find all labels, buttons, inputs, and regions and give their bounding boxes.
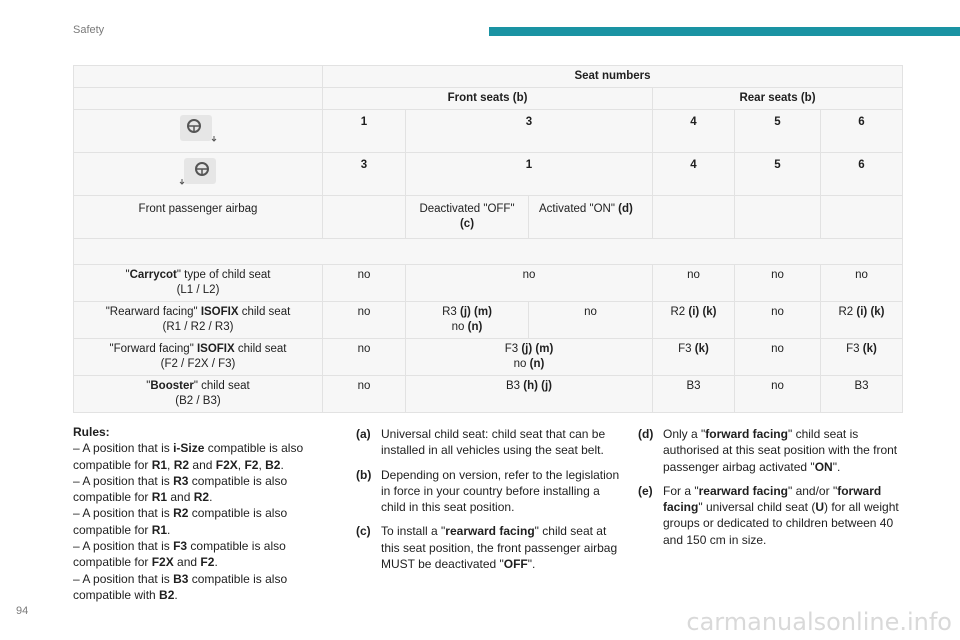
- note-c: (c) To install a "rearward facing" child seat at this seat position, the front passenger airbag MUST be deactivated "OFF".: [356, 524, 618, 572]
- seat-type-label: "Rearward facing" ISOFIX child seat (R1 / R2 / R3): [74, 302, 323, 339]
- airbag-off-cell: Deactivated "OFF" (c): [406, 196, 529, 239]
- watermark: carmanualsonline.info: [686, 608, 952, 636]
- table-row: "Forward facing" ISOFIX child seat (F2 / F2X / F3) no F3 (j) (m) no (n) F3 (k) no F3 (k): [74, 339, 903, 376]
- notes-column-right: [638, 426, 902, 556]
- seat-numbers-heading: Seat numbers: [323, 66, 903, 88]
- seat-number: 5: [735, 153, 821, 196]
- rule-item: – A position that is i-Size compatible is also compatible for R1, R2 and F2X, F2, B2.: [73, 441, 304, 472]
- table-row: "Rearward facing" ISOFIX child seat (R1 / R2 / R3) no R3 (j) (m) no (n) no R2 (i) (k) no R2 (i) (k): [74, 302, 903, 339]
- table-row: "Carrycot" type of child seat (L1 / L2) no no no no no: [74, 265, 903, 302]
- rear-seats-heading: Rear seats (b): [653, 88, 903, 110]
- seat-number: 6: [821, 153, 903, 196]
- note-a: (a) Universal child seat: child seat that can be installed in all vehicles using the seat belt.: [356, 427, 606, 458]
- rules-block: [73, 424, 333, 603]
- rule-item: – A position that is R3 compatible is also compatible for R1 and R2.: [73, 473, 288, 505]
- child-seat-table: [73, 65, 903, 413]
- seat-number: 4: [653, 110, 735, 153]
- seat-number: 4: [653, 153, 735, 196]
- note-d: (d) Only a "forward facing" child seat is authorised at this seat position with the front passenger airbag activated "ON".: [638, 427, 898, 474]
- front-seats-heading: Front seats (b): [323, 88, 653, 110]
- rule-item: – A position that is F3 compatible is also compatible for F2X and F2.: [73, 539, 286, 570]
- rule-item: – A position that is R2 compatible is also compatible for R1.: [73, 506, 288, 537]
- seat-number: 1: [323, 110, 406, 153]
- table-row: [74, 239, 903, 265]
- left-hand-drive-cell: [74, 110, 323, 153]
- notes-column-middle: [356, 426, 624, 580]
- seat-type-label: "Forward facing" ISOFIX child seat (F2 / F2X / F3): [74, 339, 323, 376]
- seat-type-label: "Booster" child seat (B2 / B3): [74, 376, 323, 413]
- rules-title: Rules:: [73, 425, 110, 439]
- table-row: [74, 110, 903, 153]
- seat-number: 3: [406, 110, 653, 153]
- note-b: (b) Depending on version, refer to the legislation in force in your country before installing a child in this seat position.: [356, 467, 620, 515]
- section-accent-bar: [489, 27, 960, 36]
- right-hand-drive-cell: [74, 153, 323, 196]
- table-row: "Booster" child seat (B2 / B3) no B3 (h) (j) B3 no B3: [74, 376, 903, 413]
- airbag-on-cell: Activated "ON" (d): [529, 196, 653, 239]
- seat-number: 5: [735, 110, 821, 153]
- rule-item: – A position that is B3 compatible is also compatible with B2.: [73, 571, 288, 602]
- airbag-label: Front passenger airbag: [74, 196, 323, 239]
- right-hand-drive-icon: [178, 157, 218, 187]
- page-number: 94: [16, 605, 29, 617]
- table-row: [74, 66, 903, 88]
- note-e: (e) For a "rearward facing" and/or "forward facing" universal child seat (U) for all weight groups or dedicated to children between 40 and 150 cm in size.: [638, 483, 899, 547]
- left-hand-drive-icon: [178, 114, 218, 144]
- section-title: Safety: [73, 24, 105, 36]
- seat-number: 1: [406, 153, 653, 196]
- seat-type-label: "Carrycot" type of child seat (L1 / L2): [74, 265, 323, 302]
- seat-number: 6: [821, 110, 903, 153]
- seat-number: 3: [323, 153, 406, 196]
- table-row: [74, 153, 903, 196]
- table-row: [74, 196, 903, 239]
- table-row: [74, 88, 903, 110]
